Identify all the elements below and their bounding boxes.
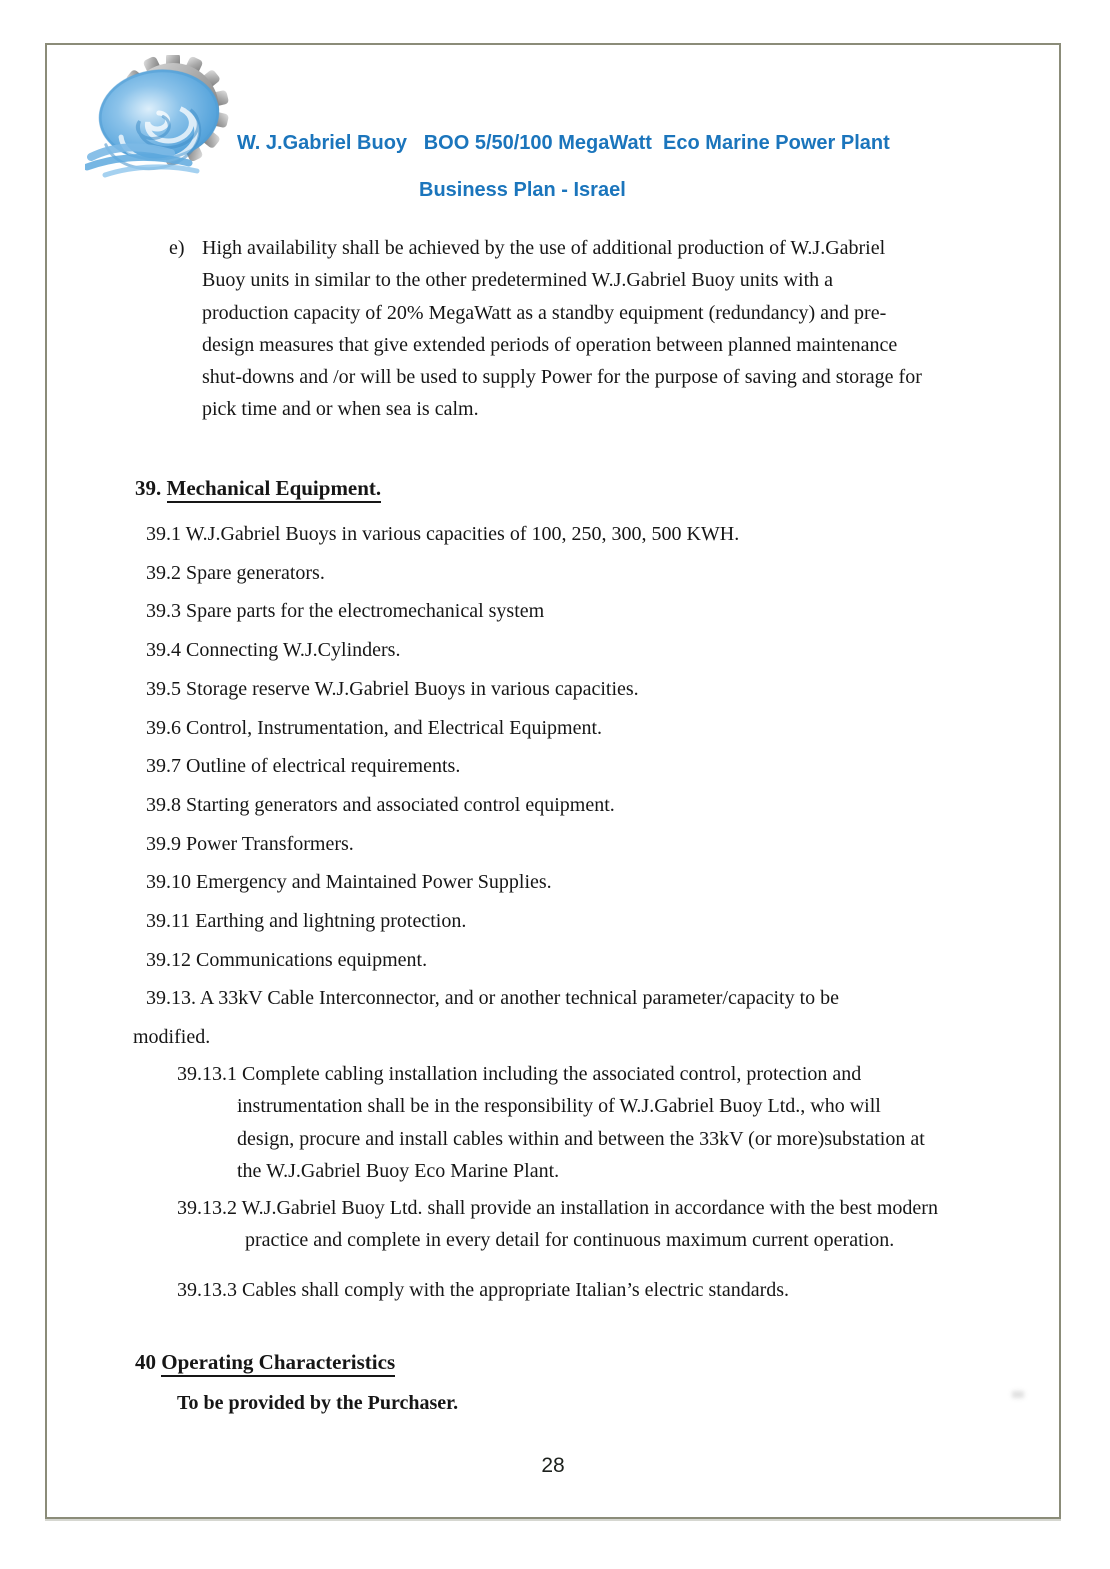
document-subtitle: Business Plan - Israel [419,179,626,201]
mechanical-equipment-list [133,515,840,1057]
paragraph-e-marker: e) [169,237,185,259]
paragraph-line: design measures that give extended periods of operation between planned maintenance [202,333,898,356]
list-item: 39.11 Earthing and lightning protection. [146,910,467,933]
subitem-number: 39.13.3 [177,1279,237,1301]
list-item: 39.9 Power Transformers. [146,832,354,855]
subitem-line: instrumentation shall be in the responsibility of W.J.Gabriel Buoy Ltd., who will [237,1095,881,1118]
list-item: 39.4 Connecting W.J.Cylinders. [146,639,401,662]
subitem-text: W.J.Gabriel Buoy Ltd. shall provide an installation in accordance with the best modern [241,1197,938,1219]
subitem-39-13-3 [47,1274,1033,1306]
subitem-first-line [177,1192,1033,1224]
list-item: 39.1 W.J.Gabriel Buoys in various capacities of 100, 250, 300, 500 KWH. [146,523,740,545]
list-item: 39.10 Emergency and Maintained Power Supplies. [146,871,552,894]
paragraph-line: pick time and or when sea is calm. [202,398,479,421]
list-item: 39.3 Spare parts for the electromechanical system [146,600,545,623]
list-item: 39.7 Outline of electrical requirements. [146,755,461,778]
paragraph-line: shut-downs and /or will be used to supply Power for the purpose of saving and storage for [202,366,922,389]
paragraph-e [169,232,922,426]
list-item: 39.8 Starting generators and associated control equipment. [146,793,615,816]
subitem-first-line [177,1058,1033,1090]
document-page [45,43,1061,1519]
scan-smudge-artifact [1012,1391,1024,1398]
section-39-title: Mechanical Equipment. [167,476,382,503]
company-logo [85,55,237,179]
subitem-39-13-2 [47,1192,1033,1257]
purchaser-note: To be provided by the Purchaser. [177,1392,459,1414]
list-item: 39.12 Communications equipment. [146,948,428,971]
paragraph-line: production capacity of 20% MegaWatt as a standby equipment (redundancy) and pre- [202,301,887,324]
subitem-line: practice and complete in every detail for continuous maximum current operation. [245,1229,895,1252]
section-39-number: 39. [135,476,162,500]
list-item: 39.13. A 33kV Cable Interconnector, and or another technical parameter/capacity to be [146,987,840,1010]
subitem-number: 39.13.2 [177,1197,237,1219]
subitem-text: Cables shall comply with the appropriate Italian’s electric standards. [242,1279,790,1301]
list-item: 39.2 Spare generators. [146,561,325,584]
list-item: 39.6 Control, Instrumentation, and Electrical Equipment. [146,716,603,739]
document-title: W. J.Gabriel Buoy BOO 5/50/100 MegaWatt Eco Marine Power Plant [237,132,890,154]
subitem-text: Complete cabling installation including the associated control, protection and [242,1063,862,1085]
section-40-title: Operating Characteristics [161,1350,395,1377]
subitem-first-line [177,1274,1033,1306]
page-number: 28 [541,1454,565,1477]
gear-wave-swirl-icon [85,55,237,179]
subitem-line: design, procure and install cables within and between the 33kV (or more)substation at [237,1127,925,1150]
list-item-continuation: modified. [133,1026,211,1049]
paragraph-line: High availability shall be achieved by the use of additional production of W.J.Gabriel [202,237,886,259]
paragraph-line: Buoy units in similar to the other predetermined W.J.Gabriel Buoy units with a [202,269,834,292]
section-40-heading [135,1350,395,1375]
subitem-39-13-1 [47,1058,1033,1187]
subitem-number: 39.13.1 [177,1063,237,1085]
list-item: 39.5 Storage reserve W.J.Gabriel Buoys in various capacities. [146,677,639,700]
section-40-number: 40 [135,1350,156,1374]
subitem-line: the W.J.Gabriel Buoy Eco Marine Plant. [237,1159,560,1182]
section-39-heading [135,476,381,501]
